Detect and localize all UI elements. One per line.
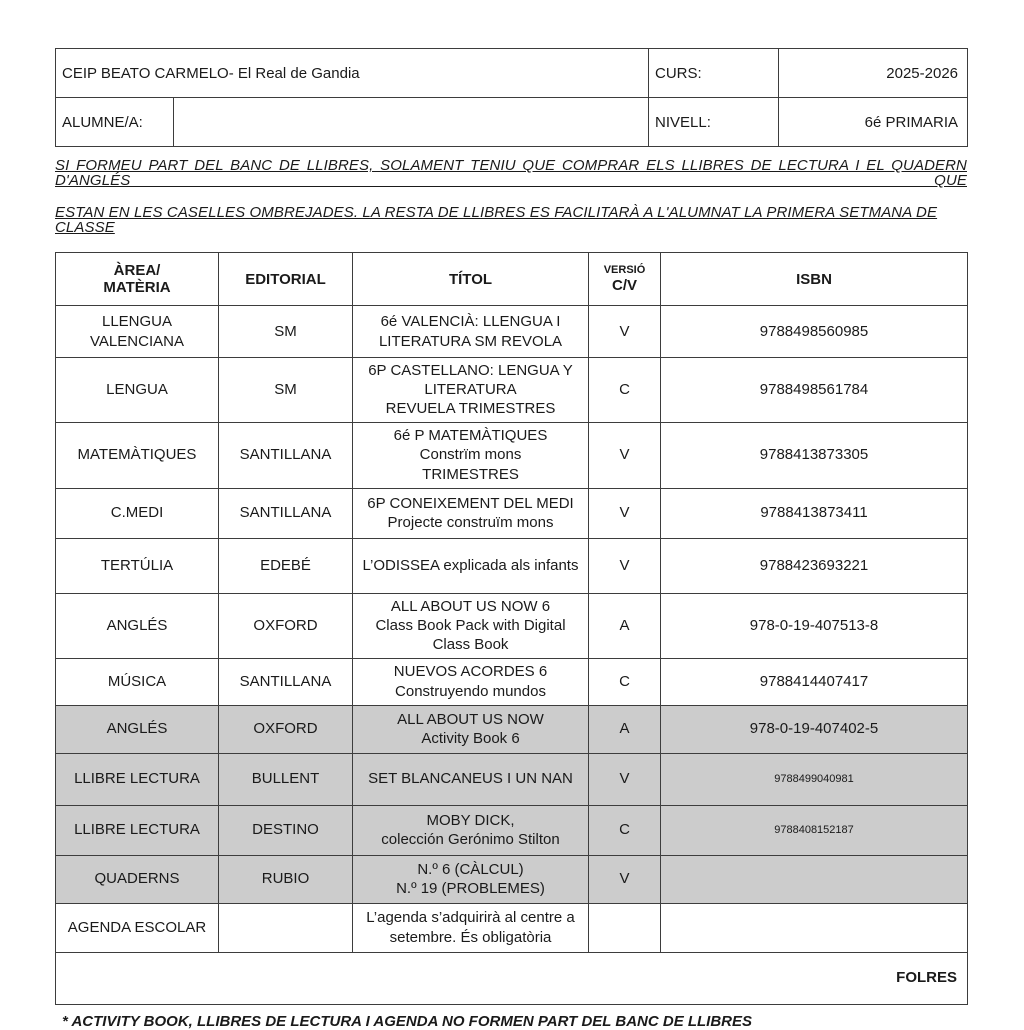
table-row <box>56 903 968 952</box>
table-row <box>56 538 968 593</box>
isbn-cell: 9788408152187 <box>661 805 968 855</box>
area-cell: LENGUA <box>56 358 219 423</box>
versio-cell: C <box>589 358 661 423</box>
versio-cell: V <box>589 488 661 538</box>
versio-cell: V <box>589 753 661 805</box>
area-cell: ANGLÉS <box>56 593 219 658</box>
curs-value: 2025-2026 <box>779 49 968 98</box>
header-row <box>56 253 968 306</box>
column-header-titol: TÍTOL <box>353 253 589 306</box>
title-cell: L’agenda s’adquirirà al centre a setembre. És obligatòria <box>353 903 589 952</box>
isbn-cell: 9788498560985 <box>661 306 968 358</box>
isbn-cell: 9788414407417 <box>661 658 968 705</box>
title-cell: SET BLANCANEUS I UN NAN <box>353 753 589 805</box>
notice-line-1: SI FORMEU PART DEL BANC DE LLIBRES, SOLAMENT TENIU QUE COMPRAR ELS LLIBRES DE LECTURA I EL QUADERN D'ANGLÉS QUE <box>55 157 967 189</box>
notice-line-2: ESTAN EN LES CASELLES OMBREJADES. LA RESTA DE LLIBRES ES FACILITARÀ A L'ALUMNAT LA PRIMERA SETMANA DE CLASSE <box>55 204 938 236</box>
isbn-cell: 978-0-19-407402-5 <box>661 705 968 753</box>
editorial-cell: SANTILLANA <box>219 658 353 705</box>
versio-cell <box>589 903 661 952</box>
editorial-cell: RUBIO <box>219 855 353 903</box>
versio-cell: V <box>589 422 661 488</box>
isbn-cell: 9788413873305 <box>661 422 968 488</box>
table-row <box>56 705 968 753</box>
editorial-cell: EDEBÉ <box>219 538 353 593</box>
table-row <box>56 422 968 488</box>
book-table <box>55 252 968 1005</box>
table-row <box>56 488 968 538</box>
table-row <box>56 753 968 805</box>
editorial-cell: SM <box>219 306 353 358</box>
area-cell: C.MEDI <box>56 488 219 538</box>
school-name: CEIP BEATO CARMELO- El Real de Gandia <box>56 49 649 98</box>
table-row <box>56 658 968 705</box>
editorial-cell: SANTILLANA <box>219 488 353 538</box>
area-cell: LLIBRE LECTURA <box>56 805 219 855</box>
book-table-foot <box>56 952 968 1004</box>
editorial-cell: OXFORD <box>219 705 353 753</box>
curs-label: CURS: <box>649 49 779 98</box>
area-cell: TERTÚLIA <box>56 538 219 593</box>
isbn-cell: 9788413873411 <box>661 488 968 538</box>
table-row <box>56 306 968 358</box>
table-row <box>56 593 968 658</box>
versio-cell: V <box>589 306 661 358</box>
identity-table <box>55 48 968 147</box>
versio-cell: A <box>589 593 661 658</box>
title-cell: 6P CONEIXEMENT DEL MEDI Projecte construïm mons <box>353 488 589 538</box>
title-cell: ALL ABOUT US NOW Activity Book 6 <box>353 705 589 753</box>
editorial-cell: BULLENT <box>219 753 353 805</box>
area-cell: AGENDA ESCOLAR <box>56 903 219 952</box>
isbn-cell <box>661 903 968 952</box>
isbn-cell: 9788423693221 <box>661 538 968 593</box>
folres-row <box>56 952 968 1004</box>
column-header-isbn: ISBN <box>661 253 968 306</box>
identity-row-student <box>56 98 968 147</box>
column-header-editorial: EDITORIAL <box>219 253 353 306</box>
title-cell: ALL ABOUT US NOW 6 Class Book Pack with Digital Class Book <box>353 593 589 658</box>
area-cell: LLENGUA VALENCIANA <box>56 306 219 358</box>
versio-cell: V <box>589 855 661 903</box>
isbn-cell: 9788499040981 <box>661 753 968 805</box>
editorial-cell <box>219 903 353 952</box>
notice <box>55 158 967 235</box>
table-row <box>56 358 968 423</box>
title-cell: 6é P MATEMÀTIQUES Constrïm mons TRIMESTRES <box>353 422 589 488</box>
table-row <box>56 805 968 855</box>
editorial-cell: SM <box>219 358 353 423</box>
title-cell: NUEVOS ACORDES 6 Construyendo mundos <box>353 658 589 705</box>
title-cell: N.º 6 (CÀLCUL) N.º 19 (PROBLEMES) <box>353 855 589 903</box>
title-cell: MOBY DICK, colección Gerónimo Stilton <box>353 805 589 855</box>
isbn-cell: 978-0-19-407513-8 <box>661 593 968 658</box>
nivell-label: NIVELL: <box>649 98 779 147</box>
area-cell: QUADERNS <box>56 855 219 903</box>
isbn-cell: 9788498561784 <box>661 358 968 423</box>
nivell-value: 6é PRIMARIA <box>779 98 968 147</box>
area-cell: LLIBRE LECTURA <box>56 753 219 805</box>
title-cell: L’ODISSEA explicada als infants <box>353 538 589 593</box>
table-row <box>56 855 968 903</box>
area-cell: MATEMÀTIQUES <box>56 422 219 488</box>
versio-cell: V <box>589 538 661 593</box>
editorial-cell: OXFORD <box>219 593 353 658</box>
book-rows <box>56 306 968 953</box>
versio-cell: A <box>589 705 661 753</box>
title-cell: 6P CASTELLANO: LENGUA Y LITERATURA REVUELA TRIMESTRES <box>353 358 589 423</box>
alumne-value <box>174 98 649 147</box>
footnote: * ACTIVITY BOOK, LLIBRES DE LECTURA I AGENDA NO FORMEN PART DEL BANC DE LLIBRES <box>62 1012 753 1030</box>
alumne-label: ALUMNE/A: <box>56 98 174 147</box>
title-cell: 6é VALENCIÀ: LLENGUA I LITERATURA SM REVOLA <box>353 306 589 358</box>
folres-label: FOLRES <box>56 952 968 1004</box>
versio-cell: C <box>589 658 661 705</box>
isbn-cell <box>661 855 968 903</box>
book-table-head <box>56 253 968 306</box>
area-cell: MÚSICA <box>56 658 219 705</box>
editorial-cell: DESTINO <box>219 805 353 855</box>
column-header-versio: VERSIÓ C/V <box>589 253 661 306</box>
editorial-cell: SANTILLANA <box>219 422 353 488</box>
area-cell: ANGLÉS <box>56 705 219 753</box>
versio-cell: C <box>589 805 661 855</box>
column-header-area: ÀREA/ MATÈRIA <box>56 253 219 306</box>
identity-row-school <box>56 49 968 98</box>
